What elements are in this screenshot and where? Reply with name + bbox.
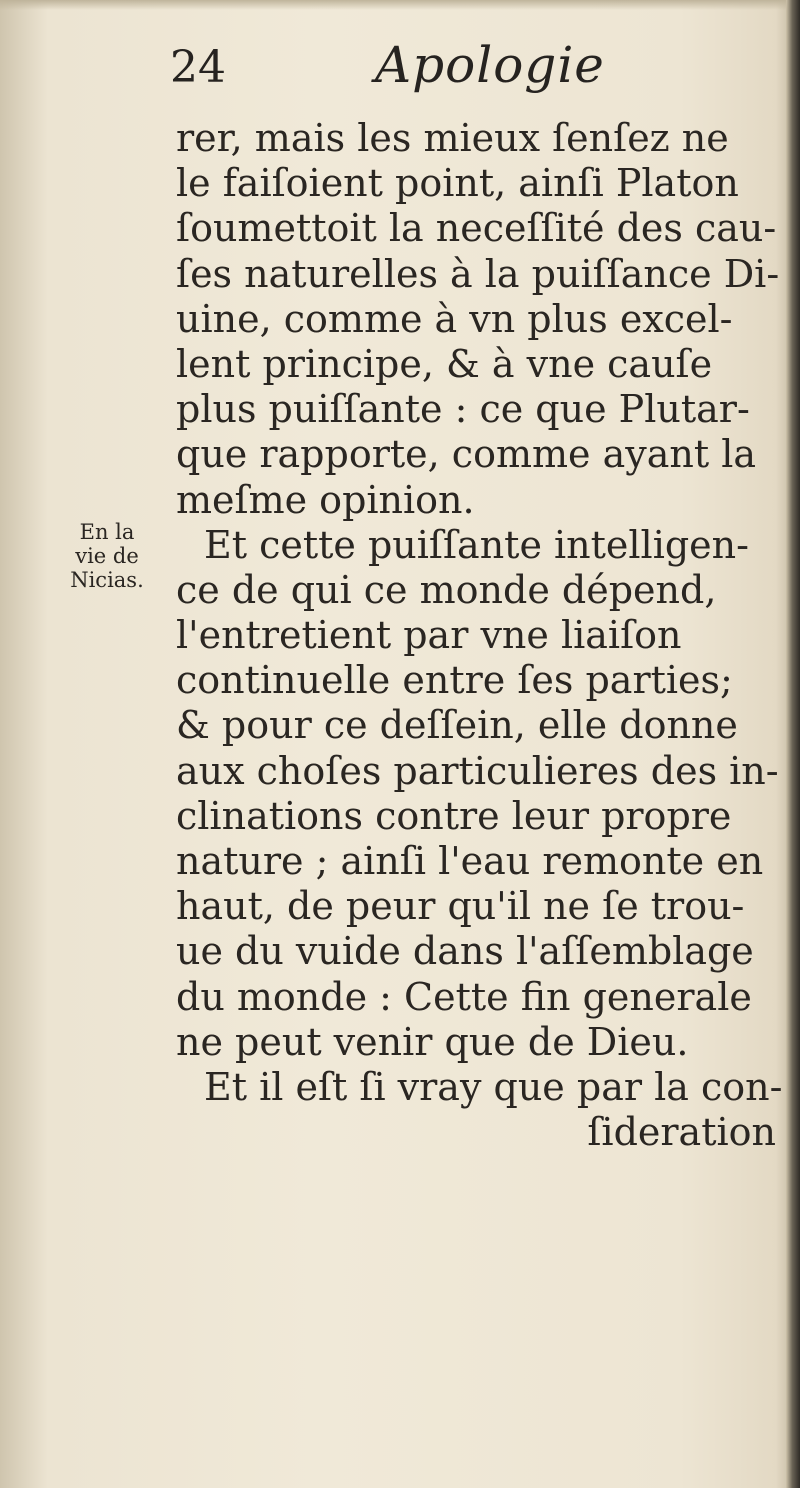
text-line: meſme opinion. bbox=[176, 477, 475, 522]
margin-note-line: Nicias. bbox=[70, 568, 144, 592]
text-line-paragraph-start: Et cette puiſſante intelligen- bbox=[204, 522, 749, 567]
text-line: ce de qui ce monde dépend, bbox=[176, 567, 717, 612]
page-gutter-edge bbox=[786, 0, 800, 1488]
text-line-paragraph-start: Et il eſt ſi vray que par la con- bbox=[204, 1064, 783, 1109]
text-line: rer, mais les mieux ſenſez ne bbox=[176, 116, 729, 160]
page-number: 24 bbox=[170, 42, 226, 93]
body-text bbox=[176, 116, 783, 1155]
text-line: clinations contre leur propre bbox=[176, 793, 732, 838]
margin-note-line: En la bbox=[79, 520, 135, 544]
text-line: du monde : Cette fin generale bbox=[176, 974, 752, 1019]
margin-note bbox=[52, 520, 162, 592]
page-top-shadow bbox=[0, 0, 800, 10]
catchword: ſideration bbox=[587, 1110, 776, 1155]
text-line: que rapporte, comme ayant la bbox=[176, 432, 757, 477]
text-line: plus puiſſante : ce que Plutar- bbox=[176, 387, 750, 432]
text-line: lent principe, & à vne cauſe bbox=[176, 341, 713, 386]
text-line: le faiſoient point, ainſi Platon bbox=[176, 161, 739, 206]
text-line: ſoumettoit la neceſſité des cau- bbox=[176, 206, 777, 251]
running-title: Apologie bbox=[375, 36, 605, 94]
text-line: haut, de peur qu'il ne ſe trou- bbox=[176, 884, 745, 929]
text-line: continuelle entre ſes parties; bbox=[176, 658, 733, 703]
text-line: & pour ce deſſein, elle donne bbox=[176, 703, 738, 748]
page-header bbox=[170, 36, 605, 106]
text-line: ue du vuide dans l'aſſemblage bbox=[176, 929, 754, 974]
text-line: uine, comme à vn plus excel- bbox=[176, 296, 733, 341]
text-line: l'entretient par vne liaiſon bbox=[176, 613, 682, 658]
text-line: nature ; ainſi l'eau remonte en bbox=[176, 839, 764, 883]
text-line: ſes naturelles à la puiſſance Di- bbox=[176, 251, 780, 296]
text-line: ne peut venir que de Dieu. bbox=[176, 1019, 689, 1064]
text-line: aux choſes particulieres des in- bbox=[176, 748, 779, 793]
margin-note-line: vie de bbox=[75, 544, 139, 568]
